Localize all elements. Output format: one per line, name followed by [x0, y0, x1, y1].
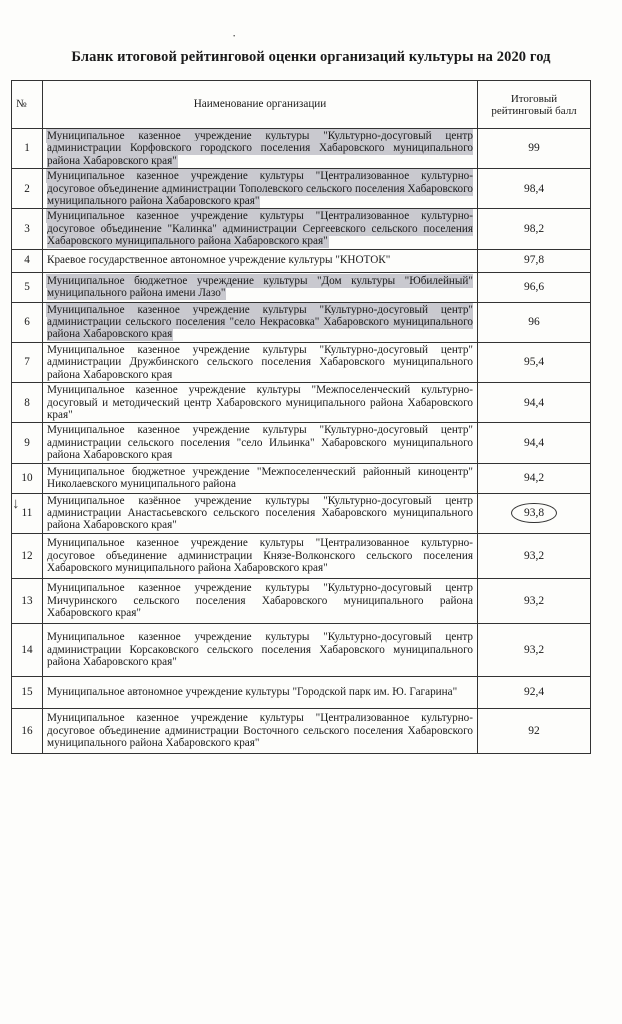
score-cell: [478, 383, 591, 423]
score-value: 98,4: [523, 182, 545, 195]
organization-name-cell: [43, 623, 478, 676]
organization-name: Муниципальное казенное учреждение культуры "Централизованное культурно-досуговое объединение "Калинка" администрации Сергеевского сельского поселения Хабаровского муниципального района Хабаровского края": [47, 210, 473, 248]
score-cell: [478, 249, 591, 272]
organization-name: Муниципальное казенное учреждение культуры "Культурно-досуговый центр" администрации сельского поселения "село Некрасовка" Хабаровского муниципального района Хабаровского края: [47, 303, 473, 341]
organization-name-cell: [43, 383, 478, 423]
row-number: 14: [12, 623, 43, 676]
organization-name: Муниципальное казенное учреждение культуры "Централизованное культурно-досуговое объединение администрации Тополевского сельского поселения Хабаровского муниципального района Хабаровского края": [47, 170, 473, 208]
score-cell: [478, 423, 591, 463]
header-name: Наименование организации: [43, 81, 478, 129]
circled-score: 93,8: [511, 503, 557, 523]
row-number: 11: [12, 493, 43, 533]
organization-name-cell: [43, 129, 478, 169]
organization-name: Муниципальное казенное учреждение культуры "Межпоселенческий культурно-досуговый и методический центр Хабаровского муниципального района Хабаровского края": [47, 384, 473, 421]
score-cell: [478, 342, 591, 382]
score-value: 97,8: [523, 254, 545, 267]
row-number: 4: [12, 249, 43, 272]
score-cell: [478, 209, 591, 249]
organization-name: Муниципальное казенное учреждение культуры "Культурно-досуговый центр администрации Корсаковского сельского поселения Хабаровского муниципального района Хабаровского края": [47, 631, 473, 668]
score-cell: [478, 169, 591, 209]
organization-name-cell: [43, 423, 478, 463]
organization-name-cell: [43, 342, 478, 382]
table-row: [12, 383, 591, 423]
row-number: 10: [12, 463, 43, 493]
table-row: [12, 533, 591, 578]
row-number: 6: [12, 302, 43, 342]
score-cell: [478, 129, 591, 169]
row-number: 12: [12, 533, 43, 578]
score-cell: [478, 676, 591, 708]
row-number: 9: [12, 423, 43, 463]
table-header-row: [12, 81, 591, 129]
row-number: 15: [12, 676, 43, 708]
score-value: 99: [528, 142, 540, 155]
page-title: Бланк итоговой рейтинговой оценки организаций культуры на 2020 год: [71, 49, 551, 65]
organization-name: Муниципальное казенное учреждение культуры "Культурно-досуговый центр" администрации Дружбинского сельского поселения Хабаровского муниципального района Хабаровского края: [47, 343, 473, 381]
row-number: 5: [12, 272, 43, 302]
scan-speck: ·: [232, 28, 237, 43]
score-cell: [478, 272, 591, 302]
score-value: 98,2: [523, 222, 545, 235]
score-cell: [478, 302, 591, 342]
score-value: 93,2: [523, 594, 545, 607]
organization-name: Муниципальное казенное учреждение культуры "Централизованное культурно-досуговое объединение администрации Князе-Волконского сельского поселения Хабаровского муниципального района Хабаровского края": [47, 537, 473, 574]
organization-name: Муниципальное казённое учреждение культуры "Культурно-досуговый центр администрации Анастасьевского сельского поселения Хабаровского муниципального района Хабаровского края": [47, 494, 473, 532]
score-value: 92: [528, 724, 540, 737]
table-row: [12, 272, 591, 302]
organization-name: Муниципальное казенное учреждение культуры "Культурно-досуговый центр администрации Корфовского городского поселения Хабаровского муниципального района Хабаровского края": [47, 130, 473, 167]
organization-name-cell: [43, 493, 478, 533]
organization-name: Муниципальное автономное учреждение культуры "Городской парк им. Ю. Гагарина": [47, 686, 458, 699]
table-row: [12, 249, 591, 272]
table-row: [12, 209, 591, 249]
table-row: [12, 676, 591, 708]
table-row: [12, 493, 591, 533]
organization-name: Муниципальное бюджетное учреждение культуры "Дом культуры "Юбилейный" муниципального района имени Лазо": [47, 274, 473, 300]
table-row: [12, 578, 591, 623]
organization-name-cell: [43, 708, 478, 753]
table-row: [12, 708, 591, 753]
score-cell: [478, 623, 591, 676]
organization-name: Муниципальное бюджетное учреждение "Межпоселенческий районный киноцентр" Николаевского муниципального района: [47, 465, 473, 491]
rating-table: [11, 80, 591, 754]
score-value: 93,2: [523, 549, 545, 562]
score-cell: [478, 578, 591, 623]
score-value: 95,4: [523, 356, 545, 369]
table-row: [12, 463, 591, 493]
row-number: 16: [12, 708, 43, 753]
organization-name-cell: [43, 249, 478, 272]
organization-name-cell: [43, 302, 478, 342]
score-value: 96: [528, 316, 540, 329]
row-number: 1: [12, 129, 43, 169]
organization-name-cell: [43, 578, 478, 623]
table-body: [12, 129, 591, 754]
organization-name-cell: [43, 533, 478, 578]
score-cell: [478, 463, 591, 493]
organization-name-cell: [43, 463, 478, 493]
table-row: [12, 423, 591, 463]
table-row: [12, 169, 591, 209]
score-value: 93,2: [523, 643, 545, 656]
score-value: 94,2: [523, 471, 545, 484]
organization-name: Краевое государственное автономное учреждение культуры "КНОТОК": [47, 254, 391, 267]
organization-name: Муниципальное казенное учреждение культуры "Культурно-досуговый центр" администрации сельского поселения "село Ильинка" Хабаровского муниципального района Хабаровского края: [47, 424, 473, 462]
table-row: [12, 302, 591, 342]
row-number: 7: [12, 342, 43, 382]
score-cell: [478, 533, 591, 578]
table-row: [12, 342, 591, 382]
score-value: 94,4: [523, 436, 545, 449]
organization-name-cell: [43, 209, 478, 249]
organization-name: Муниципальное казенное учреждение культуры "Культурно-досуговый центр Мичуринского сельского поселения Хабаровского муниципального района Хабаровского края": [47, 582, 473, 619]
table-row: [12, 129, 591, 169]
row-number: 3: [12, 209, 43, 249]
score-value: 94,4: [523, 396, 545, 409]
score-cell: [478, 708, 591, 753]
organization-name-cell: [43, 676, 478, 708]
row-number: 13: [12, 578, 43, 623]
check-mark: ↓: [12, 496, 20, 512]
score-value: 96,6: [523, 280, 545, 293]
organization-name-cell: [43, 272, 478, 302]
score-value: 92,4: [523, 686, 545, 699]
organization-name-cell: [43, 169, 478, 209]
row-number: 2: [12, 169, 43, 209]
score-cell: [478, 493, 591, 533]
table-row: [12, 623, 591, 676]
organization-name: Муниципальное казенное учреждение культуры "Централизованное культурно-досуговое объединение администрации Восточного сельского поселения Хабаровского муниципального района Хабаровского края": [47, 712, 473, 749]
header-number: №: [12, 81, 43, 129]
row-number: 8: [12, 383, 43, 423]
header-score: Итоговый рейтинговый балл: [478, 81, 591, 129]
